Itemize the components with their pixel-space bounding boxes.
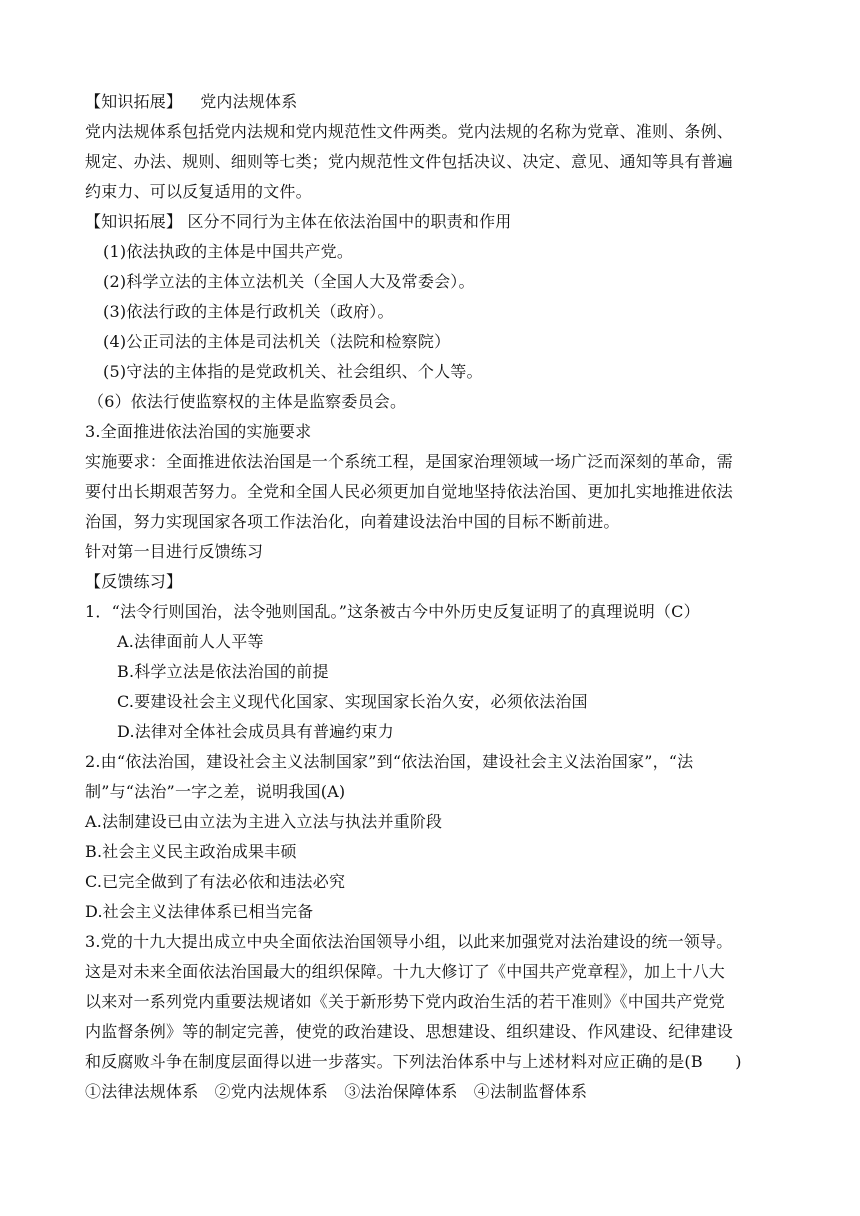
paragraph-line: 规定、办法、规则、细则等七类；党内规范性文件包括决议、决定、意见、通知等具有普遍 xyxy=(85,152,734,171)
question-stem: 这是对未来全面依法治国最大的组织保障。十九大修订了《中国共产党章程》，加上十八大 xyxy=(85,962,726,981)
paragraph-line: 约束力、可以反复适用的文件。 xyxy=(85,182,312,201)
paragraph-line: 要付出长期艰苦努力。全党和全国人民必须更加自觉地坚持依法治国、更加扎实地推进依法 xyxy=(85,482,734,501)
extension-heading-roles: 【知识拓展】 区分不同行为主体在依法治国中的职责和作用 xyxy=(85,212,512,231)
question-stem: 2.由“依法治国，建设社会主义法制国家”到“依法治国，建设社会主义法治国家”，“法 xyxy=(85,752,694,771)
answer-option: C.要建设社会主义现代化国家、实现国家长治久安，必须依法治国 xyxy=(117,692,588,711)
answer-option: D.法律对全体社会成员具有普遍约束力 xyxy=(117,722,394,741)
list-item: (2)科学立法的主体立法机关（全国人大及常委会）。 xyxy=(103,272,475,291)
feedback-heading: 【反馈练习】 xyxy=(85,572,183,591)
paragraph-line: 治国，努力实现国家各项工作法治化，向着建设法治中国的目标不断前进。 xyxy=(85,512,620,531)
answer-option: A.法制建设已由立法为主进入立法与执法并重阶段 xyxy=(85,812,443,831)
answer-choices: ①法律法规体系 ②党内法规体系 ③法治保障体系 ④法制监督体系 xyxy=(85,1082,588,1101)
question-stem: 内监督条例》等的制定完善，使党的政治建设、思想建设、组织建设、作风建设、纪律建设 xyxy=(85,1022,734,1041)
question-stem: 和反腐败斗争在制度层面得以进一步落实。下列法治体系中与上述材料对应正确的是(B ) xyxy=(85,1052,742,1071)
list-item: (4)公正司法的主体是司法机关（法院和检察院） xyxy=(103,332,451,351)
answer-option: A.法律面前人人平等 xyxy=(117,632,264,651)
question-stem: 以来对一系列党内重要法规诸如《关于新形势下党内政治生活的若干准则》《中国共产党党 xyxy=(85,992,726,1011)
answer-option: D.社会主义法律体系已相当完备 xyxy=(85,902,314,921)
answer-option: B.科学立法是依法治国的前提 xyxy=(117,662,329,681)
list-item: （6）依法行使监察权的主体是监察委员会。 xyxy=(88,392,407,411)
list-item: (5)守法的主体指的是党政机关、社会组织、个人等。 xyxy=(103,362,483,381)
list-item: (3)依法行政的主体是行政机关（政府）。 xyxy=(103,302,394,321)
heading-title: 党内法规体系 xyxy=(200,92,298,111)
feedback-intro: 针对第一目进行反馈练习 xyxy=(85,542,264,561)
section-heading: 3.全面推进依法治国的实施要求 xyxy=(85,422,312,441)
extension-heading-party-regulations xyxy=(85,87,785,117)
list-item: (1)依法执政的主体是中国共产党。 xyxy=(103,242,354,261)
question-stem: 制”与“法治”一字之差，说明我国(A) xyxy=(85,782,346,801)
paragraph-line: 党内法规体系包括党内法规和党内规范性文件两类。党内法规的名称为党章、准则、条例、 xyxy=(85,122,734,141)
paragraph-line: 实施要求：全面推进依法治国是一个系统工程，是国家治理领域一场广泛而深刻的革命，需 xyxy=(85,452,734,471)
answer-option: B.社会主义民主政治成果丰硕 xyxy=(85,842,297,861)
question-stem: 3.党的十九大提出成立中央全面依法治国领导小组，以此来加强党对法治建设的统一领导。 xyxy=(85,932,733,951)
answer-option: C.已完全做到了有法必依和违法必究 xyxy=(85,872,346,891)
question-stem: 1．“法令行则国治，法令弛则国乱。”这条被古今中外历史反复证明了的真理说明（C） xyxy=(85,602,700,621)
heading-tag: 【知识拓展】 xyxy=(85,92,183,111)
